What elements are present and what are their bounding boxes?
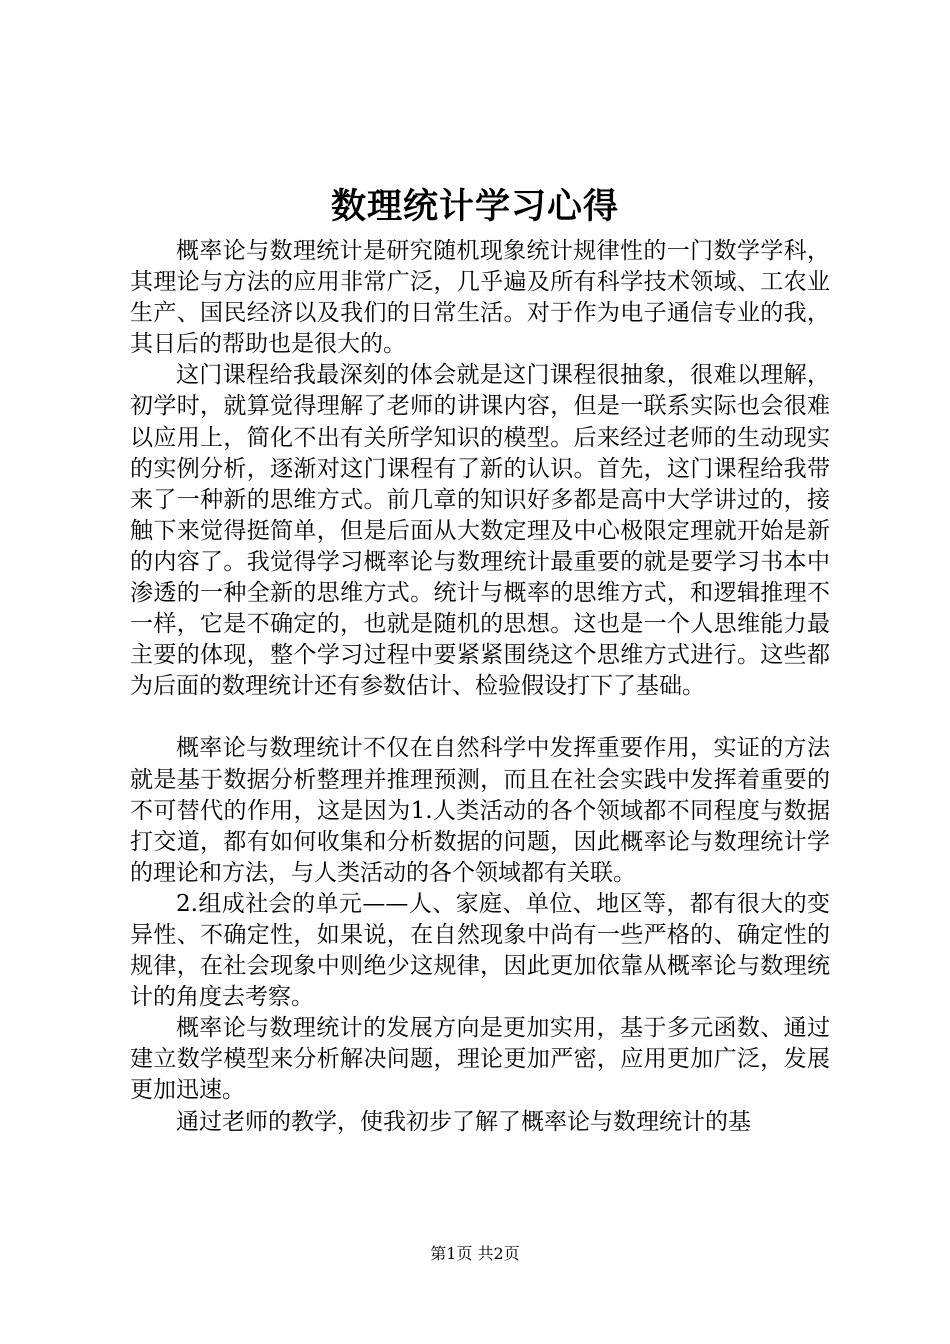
page-number-footer: 第1页 共2页 xyxy=(430,1244,520,1263)
paragraph-spacer xyxy=(130,702,830,733)
paragraph-4: 2.组成社会的单元——人、家庭、单位、地区等，都有很大的变异性、不确定性，如果说，在自然现象中尚有一些严格的、确定性的规律，在社会现象中则绝少这规律，因此更加依靠从概率论与数理统计的角度去考察。 xyxy=(130,890,830,1011)
document-title: 数理统计学习心得 xyxy=(330,186,619,227)
paragraph-5: 概率论与数理统计的发展方向是更加实用，基于多元函数、通过建立数学模型来分析解决问题，理论更加严密，应用更加广泛，发展更加迅速。 xyxy=(130,1015,830,1104)
paragraph-3: 概率论与数理统计不仅在自然科学中发挥重要作用，实证的方法就是基于数据分析整理并推理预测，而且在社会实践中发挥着重要的不可替代的作用，这是因为1.人类活动的各个领域都不同程度与数据打交道，都有如何收集和分析数据的问题，因此概率论与数理统计学的理论和方法，与人类活动的各个领域都有关联。 xyxy=(130,735,830,886)
paragraph-1: 概率论与数理统计是研究随机现象统计规律性的一门数学学科，其理论与方法的应用非常广泛，几乎遍及所有科学技术领域、工农业生产、国民经济以及我们的日常生活。对于作为电子通信专业的我，其日后的帮助也是很大的。 xyxy=(130,238,830,358)
paragraph-2: 这门课程给我最深刻的体会就是这门课程很抽象，很难以理解，初学时，就算觉得理解了老师的讲课内容，但是一联系实际也会很难以应用上，简化不出有关所学知识的模型。后来经过老师的生动现实的实例分析，逐渐对这门课程有了新的认识。首先，这门课程给我带来了一种新的思维方式。前几章的知识好多都是高中大学讲过的，接触下来觉得挺简单，但是后面从大数定理及中心极限定理就开始是新的内容了。我觉得学习概率论与数理统计最重要的就是要学习书本中渗透的一种全新的思维方式。统计与概率的思维方式，和逻辑推理不一样，它是不确定的，也就是随机的思想。这也是一个人思维能力最主要的体现，整个学习过程中要紧紧围绕这个思维方式进行。这些都为后面的数理统计还有参数估计、检验假设打下了基础。 xyxy=(130,362,830,700)
paragraph-6: 通过老师的教学，使我初步了解了概率论与数理统计的基 xyxy=(176,1108,751,1135)
document-body xyxy=(130,236,830,1138)
